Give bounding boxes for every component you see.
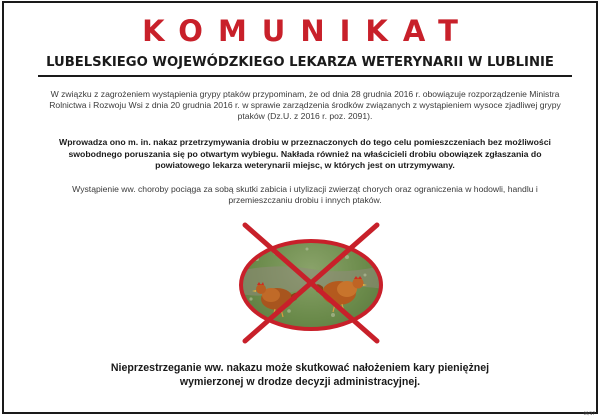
notice-subtitle: LUBELSKIEGO WOJEWÓDZKIEGO LEKARZA WETERYNARII W LUBLINIE [46, 55, 554, 70]
paragraph-consequences: Wystąpienie ww. choroby pociąga za sobą skutki zabicia i utylizacji zwierząt chorych oraz ograniczenia w hodowli, handlu i przemieszczaniu drobiu i innych ptaków. [72, 184, 538, 205]
penalty-warning-line-2: wymierzonej w drodze decyzji administracyjnej. [179, 376, 421, 388]
penalty-warning [64, 361, 536, 389]
paragraph-obligations: Wprowadza ono m. in. nakaz przetrzymywania drobiu w przeznaczonych do tego celu pomieszczeniach bez możliwości swobodnego poruszania się po otwartym wybiegu. Nakłada również na właścicieli drobiu obowiązek zgłaszania do powiatowego lekarza weterynarii miejsc, w których jest on utrzymywany. [59, 137, 551, 170]
prohibition-chickens-icon [237, 219, 385, 347]
title-divider [38, 75, 572, 77]
notice-title: KOMUNIKAT [142, 14, 473, 48]
notice-sheet [2, 1, 598, 414]
corner-mark: 09/17 [583, 411, 595, 416]
penalty-warning-line-1: Nieprzestrzeganie ww. nakazu może skutkować nałożeniem kary pieniężnej [110, 362, 490, 374]
paragraph-regulation: W związku z zagrożeniem wystąpienia grypy ptaków przypominam, że od dnia 28 grudnia 2016 r. obowiązuje rozporządzenie Ministra Rolnictwa i Rozwoju Wsi z dnia 20 grudnia 2016 r. w sprawie zarządzenia środków związanych z wystąpieniem wysoce zjadliwej grypy ptaków (Dz.U. z 2016 r. poz. 2091). [49, 89, 561, 121]
